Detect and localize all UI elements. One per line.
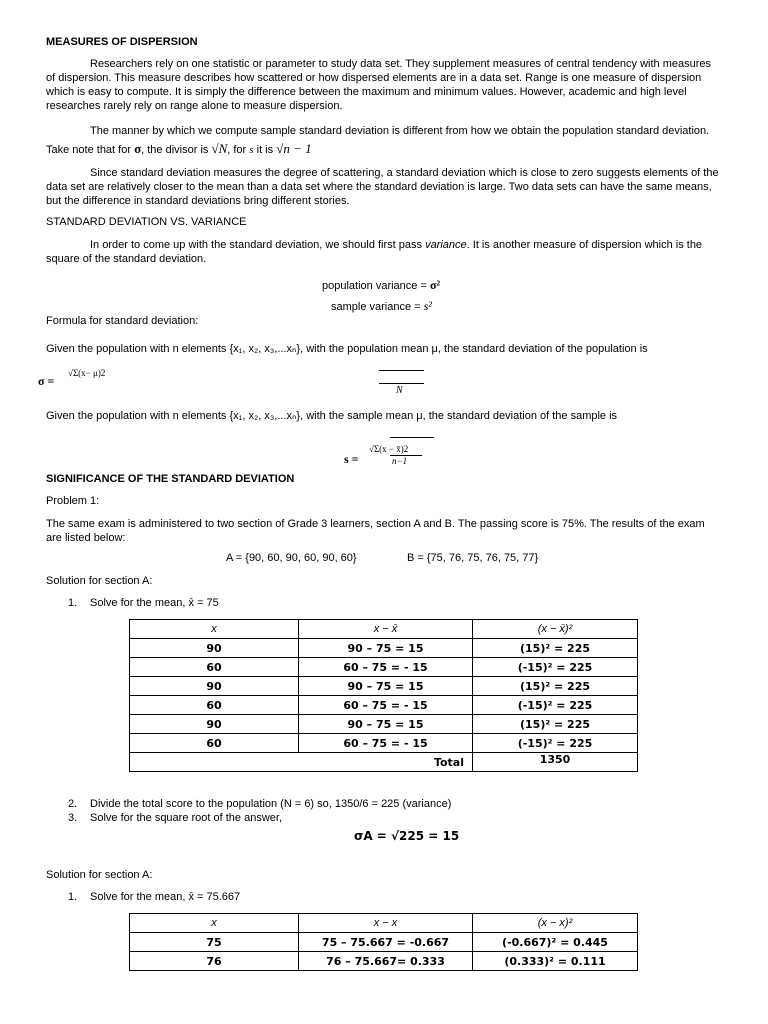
table-cell: 90 – 75 = 15: [299, 677, 473, 696]
sqrt-n-expression: √N: [211, 141, 228, 156]
table-row: [130, 933, 638, 952]
step2-text: Divide the total score to the population (N = 6) so, 1350/6 = 225 (variance): [90, 798, 452, 810]
table-cell: (15)² = 225: [473, 715, 638, 734]
para2-text-c: , for: [227, 144, 247, 156]
table-total-row: [130, 753, 638, 772]
problem-text: The same exam is administered to two section of Grade 3 learners, section A and B. The passing score is 75%. The results of the exam are listed below:: [46, 518, 705, 544]
formula-label: Formula for standard deviation:: [46, 315, 199, 327]
table-header-x: x: [130, 914, 299, 933]
table-cell: 60 – 75 = - 15: [299, 734, 473, 753]
table-cell: (-15)² = 225: [473, 658, 638, 677]
table-cell: (-0.667)² = 0.445: [473, 933, 638, 952]
variance-word: variance: [425, 239, 467, 251]
table-header-x: x: [130, 620, 299, 639]
problem-label: Problem 1:: [46, 495, 100, 507]
table-cell: 90 – 75 = 15: [299, 639, 473, 658]
sample-variance-line: [331, 299, 432, 314]
table-cell: 60: [130, 734, 299, 753]
table-total-label: Total: [130, 753, 473, 772]
sigma-a-result: σA = √225 = 15: [354, 829, 460, 843]
table-cell: (-15)² = 225: [473, 734, 638, 753]
table-header-row: [130, 914, 638, 933]
population-sd-lhs: σ =: [38, 374, 55, 388]
solution-b-label: Solution for section A:: [46, 869, 153, 881]
sample-variance-label: sample variance =: [331, 301, 421, 313]
step1b-number: 1.: [68, 891, 78, 903]
para4-text-b: . It is another measure of dispersion which is the square of the standard deviation.: [46, 239, 703, 265]
para2-text-d: it is: [256, 144, 274, 156]
given-population-text: Given the population with n elements {x₁, x₂, x₃,...xₙ}, with the population mean μ, the standard deviation of the population is: [46, 343, 648, 355]
step1b-text: Solve for the mean, x̄ = 75.667: [90, 891, 241, 903]
paragraph-variance: [46, 238, 722, 266]
table-cell: (0.333)² = 0.111: [473, 952, 638, 971]
table-row: [130, 658, 638, 677]
table-cell: (15)² = 225: [473, 639, 638, 658]
table-header-squared: (x − x)²: [473, 914, 638, 933]
sqrt-n-minus-1-expression: √n − 1: [276, 141, 312, 156]
paragraph-intro: Researchers rely on one statistic or parameter to study data set. They supplement measures of central tendency with measures of dispersion. This measure describes how scattered or how dispersed elements are in a data set. Range is one measure of dispersion which is easy to compute. It is simply the difference between the maximum and minimum values. However, academic and high level researches rarely rely on range alone to measure dispersion.: [46, 58, 711, 112]
population-sd-denominator: N: [396, 385, 403, 396]
sample-sd-lhs: s =: [344, 452, 359, 466]
heading-measures-of-dispersion: MEASURES OF DISPERSION: [46, 36, 198, 48]
set-a: A = {90, 60, 90, 60, 90, 60}: [226, 552, 357, 564]
sample-sd-numerator: √Σ(x − x̄)2: [369, 444, 409, 454]
table-cell: 76: [130, 952, 299, 971]
table-cell: 90: [130, 677, 299, 696]
population-sd-numerator: √Σ(x− μ)2: [68, 368, 106, 378]
table-header-row: [130, 620, 638, 639]
population-variance-line: [322, 278, 440, 293]
table-row: [130, 734, 638, 753]
table-total-value: 1350: [473, 753, 638, 772]
set-b: B = {75, 76, 75, 76, 75, 77}: [407, 552, 539, 564]
para2-text-b: , the divisor is: [141, 144, 209, 156]
table-cell: 76 – 75.667= 0.333: [299, 952, 473, 971]
table-section-a: [129, 619, 638, 772]
table-row: [130, 715, 638, 734]
table-cell: (-15)² = 225: [473, 696, 638, 715]
table-row: [130, 677, 638, 696]
table-cell: (15)² = 225: [473, 677, 638, 696]
population-sd-top-rule: [379, 370, 424, 371]
sample-variance-symbol: s²: [423, 299, 432, 313]
population-variance-symbol: σ²: [429, 278, 441, 292]
step3-text: Solve for the square root of the answer,: [90, 812, 283, 824]
para2-text-a: The manner by which we compute sample standard deviation is different from how we obtain the population standard deviation. Take note that for: [46, 125, 710, 156]
s-symbol: s: [249, 144, 254, 156]
step1-number: 1.: [68, 597, 78, 609]
table-row: [130, 952, 638, 971]
population-variance-label: population variance =: [322, 280, 427, 292]
table-cell: 90: [130, 639, 299, 658]
given-sample-text: Given the population with n elements {x₁, x₂, x₃,...xₙ}, with the sample mean μ, the standard deviation of the sample is: [46, 410, 618, 422]
step1-text: Solve for the mean, x̄ = 75: [90, 597, 219, 609]
step2-number: 2.: [68, 798, 78, 810]
table-header-deviation: x − x: [299, 914, 473, 933]
heading-significance: SIGNIFICANCE OF THE STANDARD DEVIATION: [46, 473, 295, 485]
table-cell: 90: [130, 715, 299, 734]
paragraph-sample-sd: [46, 122, 722, 159]
sigma-symbol: σ: [134, 141, 142, 156]
table-cell: 60: [130, 696, 299, 715]
table-row: [130, 696, 638, 715]
table-header-squared: (x − x̄)²: [473, 620, 638, 639]
para4-text-a: In order to come up with the standard deviation, we should first pass: [90, 239, 423, 251]
heading-sd-vs-variance: STANDARD DEVIATION VS. VARIANCE: [46, 216, 247, 228]
sample-sd-denominator: n−1: [392, 456, 408, 466]
table-cell: 75 – 75.667 = -0.667: [299, 933, 473, 952]
population-sd-fraction-bar: [379, 383, 424, 384]
solution-a-label: Solution for section A:: [46, 575, 153, 587]
table-cell: 60: [130, 658, 299, 677]
sample-sd-top-rule: [390, 437, 434, 438]
table-cell: 75: [130, 933, 299, 952]
paragraph-scattering: Since standard deviation measures the degree of scattering, a standard deviation which is close to zero suggests elements of the data set are relatively closer to the mean than a data set where the standard deviation is large. Two data sets can have the same means, but the difference in standard deviations bring different stories.: [46, 167, 719, 207]
table-cell: 60 – 75 = - 15: [299, 696, 473, 715]
table-header-deviation: x − x̄: [299, 620, 473, 639]
table-cell: 90 – 75 = 15: [299, 715, 473, 734]
table-row: [130, 639, 638, 658]
table-cell: 60 – 75 = - 15: [299, 658, 473, 677]
step3-number: 3.: [68, 812, 78, 824]
table-section-b: [129, 913, 638, 971]
